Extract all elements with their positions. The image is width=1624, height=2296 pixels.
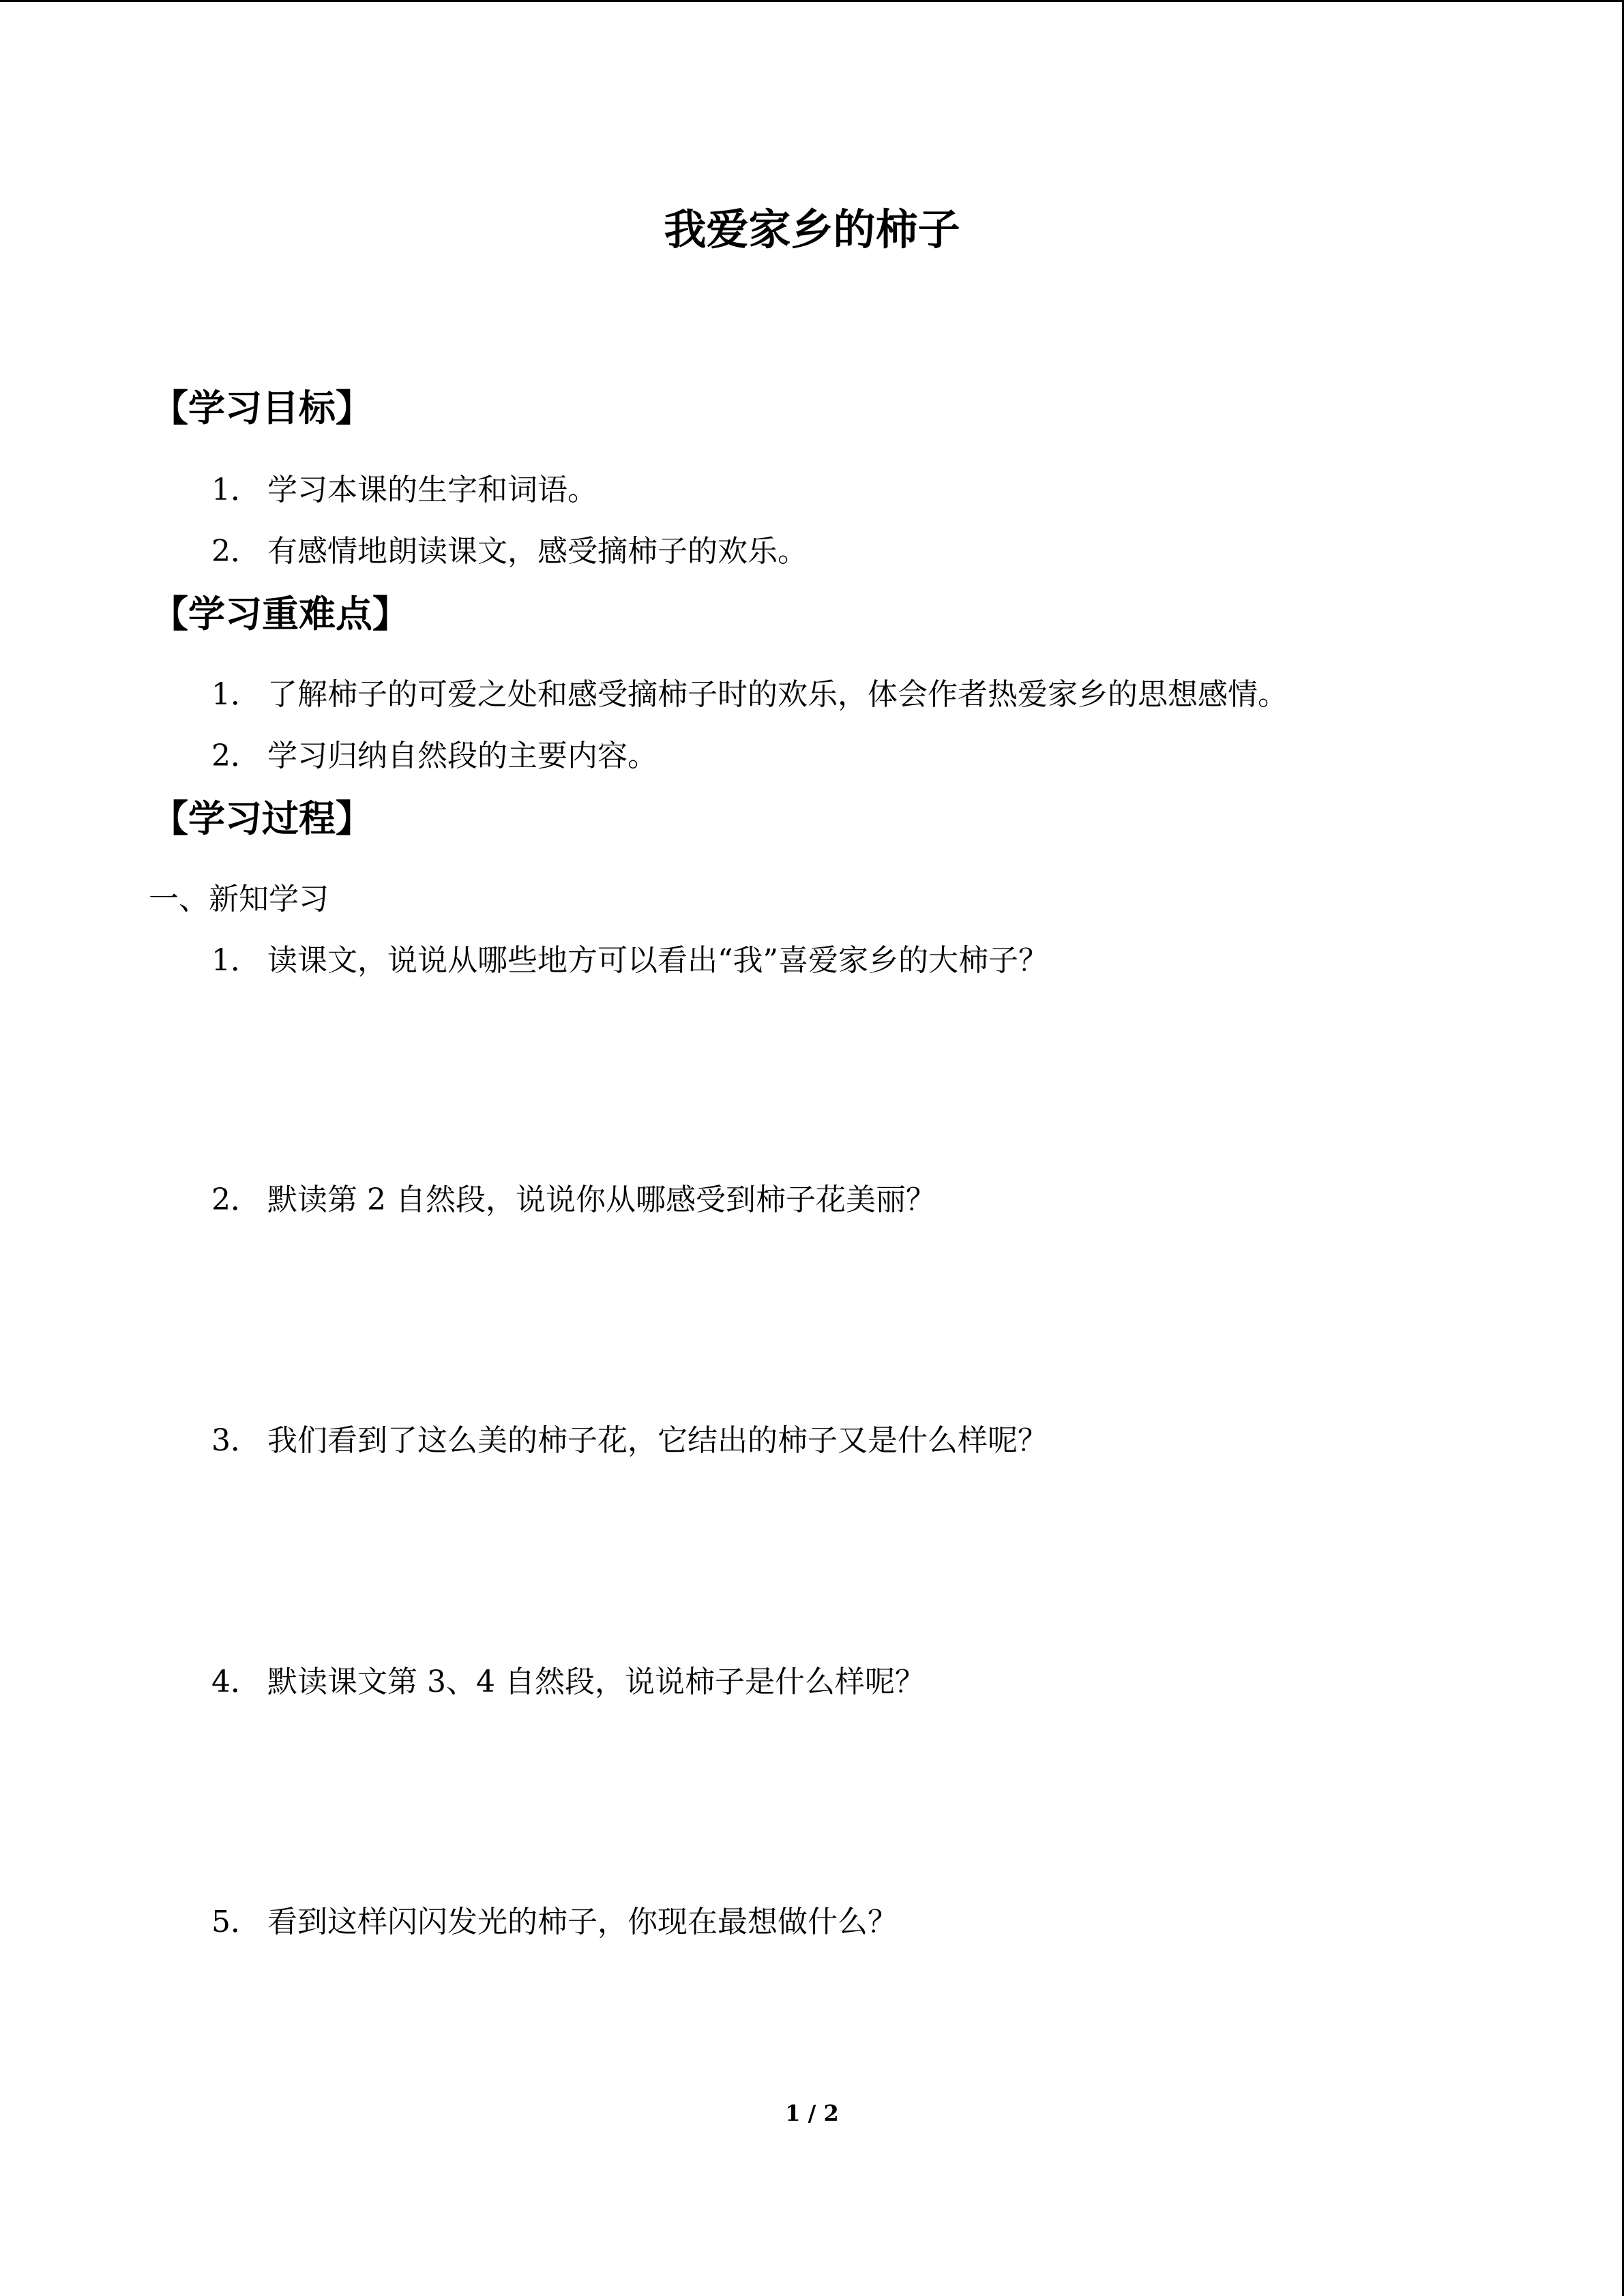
question-item (211, 1665, 925, 1701)
item-number: 3． (211, 1423, 261, 1458)
item-number: 1． (211, 473, 261, 507)
item-number: 2． (211, 739, 261, 773)
item-number: 1． (211, 943, 261, 978)
section-heading-learning-process: 【学习过程】 (151, 796, 372, 840)
list-item (211, 739, 658, 775)
item-number: 1． (211, 677, 261, 712)
item-text: 看到这样闪闪发光的柿子，你现在最想做什么？ (267, 1905, 898, 1939)
item-text: 有感情地朗读课文，感受摘柿子的欢乐。 (267, 534, 808, 569)
document-title: 我爱家乡的柿子 (664, 205, 960, 254)
item-number: 4． (211, 1665, 261, 1699)
item-text: 读课文，说说从哪些地方可以看出“我”喜爱家乡的大柿子？ (267, 943, 1048, 978)
item-text: 学习本课的生字和词语。 (267, 473, 597, 507)
subsection-heading: 一、新知学习 (149, 882, 329, 916)
list-item (211, 473, 597, 509)
page-number: 1 / 2 (785, 2100, 839, 2126)
item-text: 我们看到了这么美的柿子花，它结出的柿子又是什么样呢？ (267, 1423, 1048, 1458)
page-border-top (0, 0, 1624, 2)
item-number: 5． (211, 1905, 261, 1939)
item-text: 默读课文第 3、4 自然段，说说柿子是什么样呢？ (267, 1665, 925, 1699)
item-text: 了解柿子的可爱之处和感受摘柿子时的欢乐，体会作者热爱家乡的思想感情。 (267, 677, 1288, 712)
item-number: 2． (211, 1182, 261, 1217)
section-heading-key-points: 【学习重难点】 (151, 592, 409, 636)
question-item (211, 1905, 898, 1941)
question-item (211, 943, 1048, 979)
question-item (211, 1423, 1048, 1459)
list-item (211, 534, 808, 570)
item-text: 默读第 2 自然段，说说你从哪感受到柿子花美丽？ (267, 1182, 936, 1217)
item-number: 2． (211, 534, 261, 569)
list-item (211, 677, 1288, 713)
section-heading-learning-goals: 【学习目标】 (151, 386, 372, 430)
question-item (211, 1182, 936, 1219)
item-text: 学习归纳自然段的主要内容。 (267, 739, 658, 773)
